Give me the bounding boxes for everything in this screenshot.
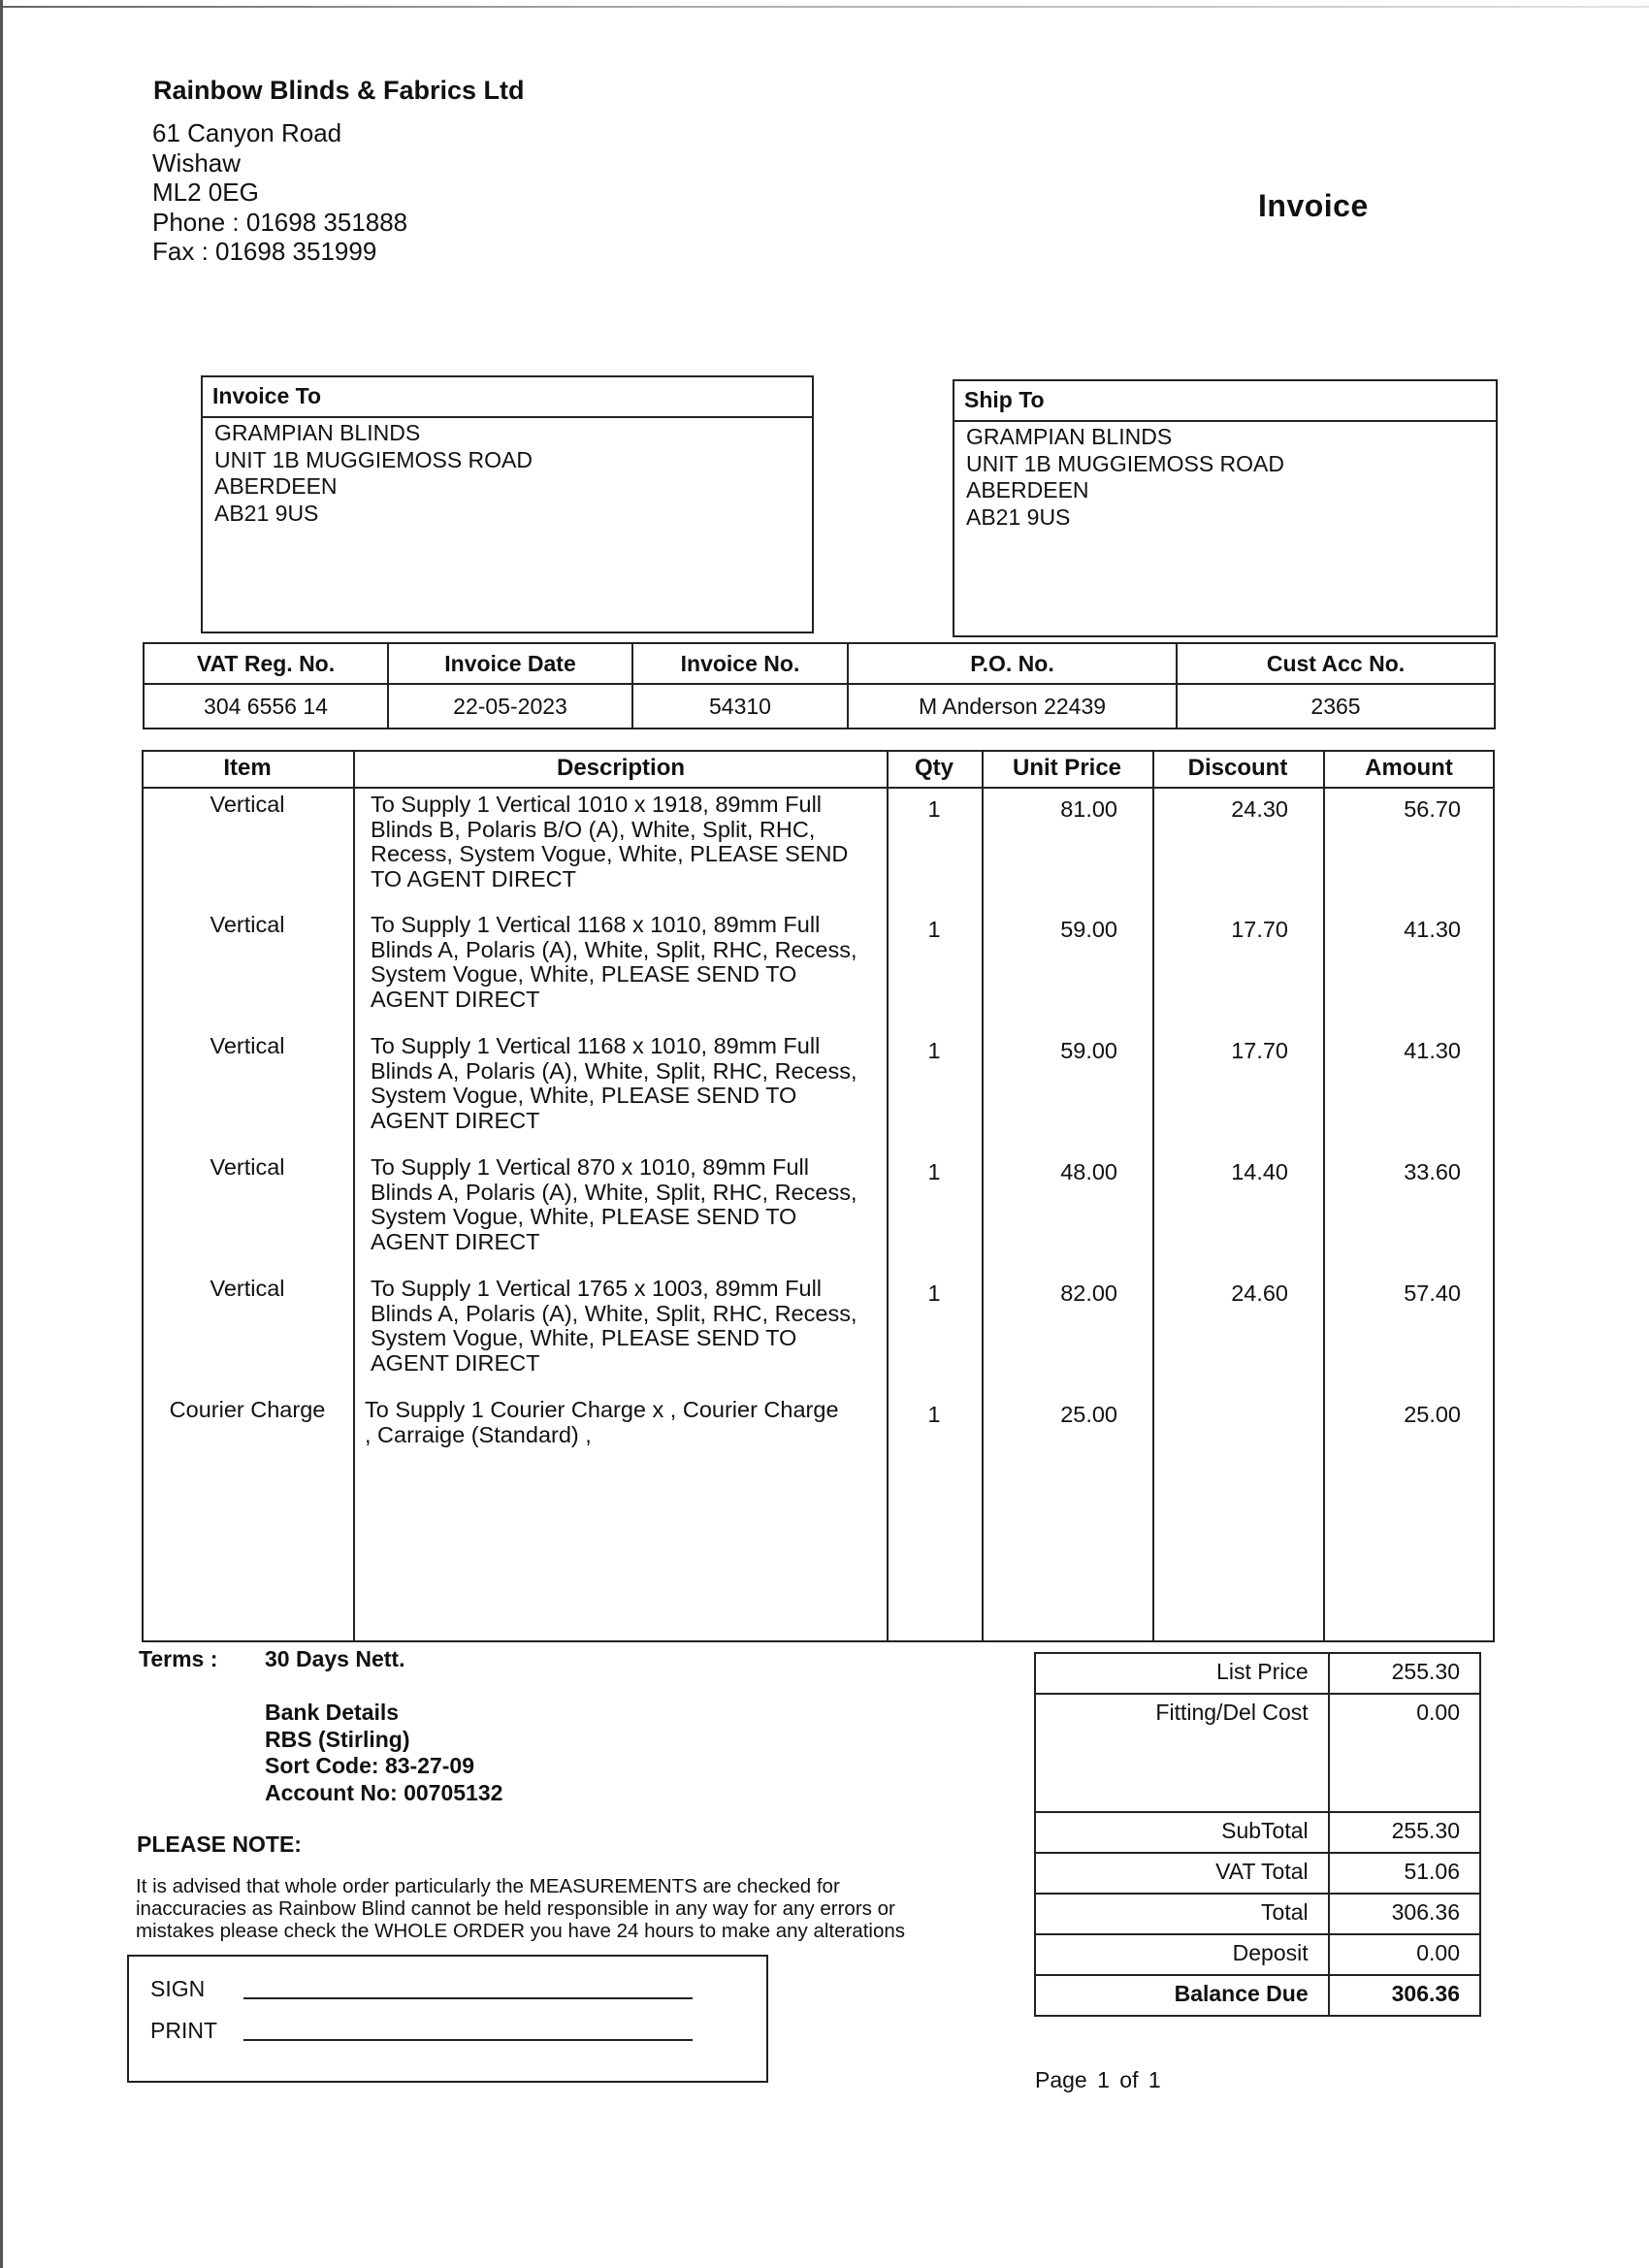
invoice-to-line: GRAMPIAN BLINDS (214, 420, 421, 445)
qty-header: Qty (914, 755, 954, 781)
description-header: Description (556, 755, 686, 781)
invoice-to-heading: Invoice To (203, 377, 812, 418)
note-text: It is advised that whole order particularly the MEASUREMENTS are checked for inaccuracies as Rainbow Blind cannot be held responsible in any way for any errors or mistakes please check the WHOLE ORDER you have 24 hours to make any alterations (136, 1875, 906, 1942)
bank-details (265, 1700, 502, 1806)
scan-edge-top (0, 6, 1649, 8)
discount-cell: 24.30 (1231, 796, 1288, 822)
invoice-no-header: Invoice No. (632, 643, 848, 684)
fax-line: Fax : 01698 351999 (152, 237, 377, 266)
amount-header: Amount (1365, 755, 1453, 781)
description-cell: To Supply 1 Vertical 1765 x 1003, 89mm Full Blinds A, Polaris (A), White, Split, RHC, Recess, System Vogue, White, PLEASE SEND TO AGENT DIRECT (371, 1276, 857, 1376)
qty-cell: 1 (927, 796, 941, 822)
amount-cell: 25.00 (1404, 1402, 1461, 1427)
phone-line: Phone : 01698 351888 (152, 207, 408, 237)
item-cell: Vertical (210, 912, 285, 937)
note-title: PLEASE NOTE: (137, 1831, 302, 1857)
qty-cell: 1 (927, 1402, 941, 1427)
print-line (243, 2039, 693, 2041)
fitting-cost-value: 0.00 (1329, 1694, 1480, 1812)
unit-price-header: Unit Price (1012, 755, 1122, 781)
total-value: 306.36 (1329, 1894, 1480, 1934)
vat-reg-header: VAT Reg. No. (144, 643, 388, 684)
terms-value: 30 Days Nett. (265, 1646, 405, 1671)
discount-cell: 24.60 (1231, 1280, 1288, 1306)
signature-box (127, 1955, 768, 2083)
amount-cell: 41.30 (1404, 917, 1461, 942)
scan-edge-left (0, 0, 3, 2268)
amount-cell: 57.40 (1404, 1280, 1461, 1306)
discount-cell: 14.40 (1231, 1159, 1288, 1184)
invoice-date-value: 22-05-2023 (388, 684, 632, 729)
invoice-to-line: UNIT 1B MUGGIEMOSS ROAD (214, 446, 534, 472)
amount-cell: 41.30 (1404, 1038, 1461, 1063)
unit-price-cell: 59.00 (1060, 1038, 1117, 1063)
page-number: Page 1 of 1 (1035, 2067, 1161, 2092)
subtotal-label: SubTotal (1035, 1812, 1329, 1853)
bank-heading: Bank Details (265, 1700, 400, 1725)
invoice-to-line: ABERDEEN (214, 473, 338, 499)
item-cell: Vertical (210, 792, 285, 817)
company-address (152, 118, 407, 267)
ship-to-line: GRAMPIAN BLINDS (966, 424, 1173, 449)
amount-cell: 56.70 (1404, 796, 1461, 822)
totals-table (1034, 1652, 1481, 2017)
vat-total-label: VAT Total (1035, 1853, 1329, 1894)
company-name: Rainbow Blinds & Fabrics Ltd (153, 76, 525, 105)
description-cell: To Supply 1 Vertical 1168 x 1010, 89mm Full Blinds A, Polaris (A), White, Split, RHC, Recess, System Vogue, White, PLEASE SEND TO AGENT DIRECT (371, 1033, 857, 1133)
sign-line (243, 1997, 693, 1999)
address-line: Wishaw (152, 147, 242, 178)
po-no-value: M Anderson 22439 (848, 684, 1177, 729)
unit-price-cell: 25.00 (1060, 1402, 1117, 1427)
item-cell: Vertical (210, 1033, 285, 1058)
unit-price-cell: 48.00 (1060, 1159, 1117, 1184)
discount-header: Discount (1187, 755, 1288, 781)
item-cell: Vertical (210, 1154, 285, 1180)
deposit-value: 0.00 (1329, 1934, 1480, 1975)
qty-cell: 1 (927, 1038, 941, 1063)
print-label: PRINT (150, 2018, 217, 2043)
qty-cell: 1 (927, 1280, 941, 1306)
ship-to-line: ABERDEEN (966, 477, 1089, 502)
vat-total-value: 51.06 (1329, 1853, 1480, 1894)
invoice-date-header: Invoice Date (388, 643, 632, 684)
qty-cell: 1 (927, 917, 941, 942)
amount-cell: 33.60 (1404, 1159, 1461, 1184)
subtotal-value: 255.30 (1329, 1812, 1480, 1853)
item-cell: Vertical (210, 1276, 285, 1301)
ship-to-box (953, 379, 1498, 637)
list-price-label: List Price (1035, 1653, 1329, 1694)
unit-price-cell: 82.00 (1060, 1280, 1117, 1306)
po-no-header: P.O. No. (848, 643, 1177, 684)
invoice-info-table (143, 642, 1496, 729)
balance-due-label: Balance Due (1035, 1975, 1329, 2016)
total-label: Total (1035, 1894, 1329, 1934)
invoice-to-line: AB21 9US (214, 500, 319, 526)
list-price-value: 255.30 (1329, 1653, 1480, 1694)
ship-to-line: UNIT 1B MUGGIEMOSS ROAD (966, 450, 1285, 476)
sign-label: SIGN (150, 1976, 206, 2001)
vat-reg-value: 304 6556 14 (144, 684, 388, 729)
address-line: ML2 0EG (152, 178, 259, 207)
ship-to-heading: Ship To (954, 381, 1496, 422)
fitting-cost-label: Fitting/Del Cost (1035, 1694, 1329, 1812)
discount-cell: 17.70 (1231, 917, 1288, 942)
item-cell: Courier Charge (169, 1397, 326, 1422)
invoice-to-box (201, 375, 814, 633)
description-cell: To Supply 1 Vertical 1168 x 1010, 89mm Full Blinds A, Polaris (A), White, Split, RHC, Recess, System Vogue, White, PLEASE SEND TO AGENT DIRECT (371, 912, 857, 1012)
bank-name: RBS (Stirling) (265, 1726, 410, 1752)
description-cell: To Supply 1 Vertical 1010 x 1918, 89mm Full Blinds B, Polaris B/O (A), White, Split, RHC, Recess, System Vogue, White, PLEASE SEND TO AGENT DIRECT (371, 792, 849, 891)
sort-code: Sort Code: 83-27-09 (265, 1753, 475, 1778)
unit-price-cell: 59.00 (1060, 917, 1117, 942)
terms-label: Terms : (139, 1646, 218, 1671)
description-cell: To Supply 1 Vertical 870 x 1010, 89mm Full Blinds A, Polaris (A), White, Split, RHC, Recess, System Vogue, White, PLEASE SEND TO AGENT DIRECT (371, 1154, 857, 1254)
document-title: Invoice (1258, 188, 1369, 223)
qty-cell: 1 (927, 1159, 941, 1184)
cust-acc-value: 2365 (1177, 684, 1495, 729)
description-cell: To Supply 1 Courier Charge x , Courier Charge , Carraige (Standard) , (365, 1397, 839, 1447)
deposit-label: Deposit (1035, 1934, 1329, 1975)
cust-acc-header: Cust Acc No. (1177, 643, 1495, 684)
account-number: Account No: 00705132 (265, 1779, 503, 1805)
line-items-table (142, 750, 1495, 1642)
invoice-no-value: 54310 (632, 684, 848, 729)
item-header: Item (223, 755, 272, 781)
address-line: 61 Canyon Road (152, 118, 342, 147)
balance-due-value: 306.36 (1329, 1975, 1480, 2016)
ship-to-line: AB21 9US (966, 503, 1071, 530)
unit-price-cell: 81.00 (1060, 796, 1117, 822)
discount-cell: 17.70 (1231, 1038, 1288, 1063)
